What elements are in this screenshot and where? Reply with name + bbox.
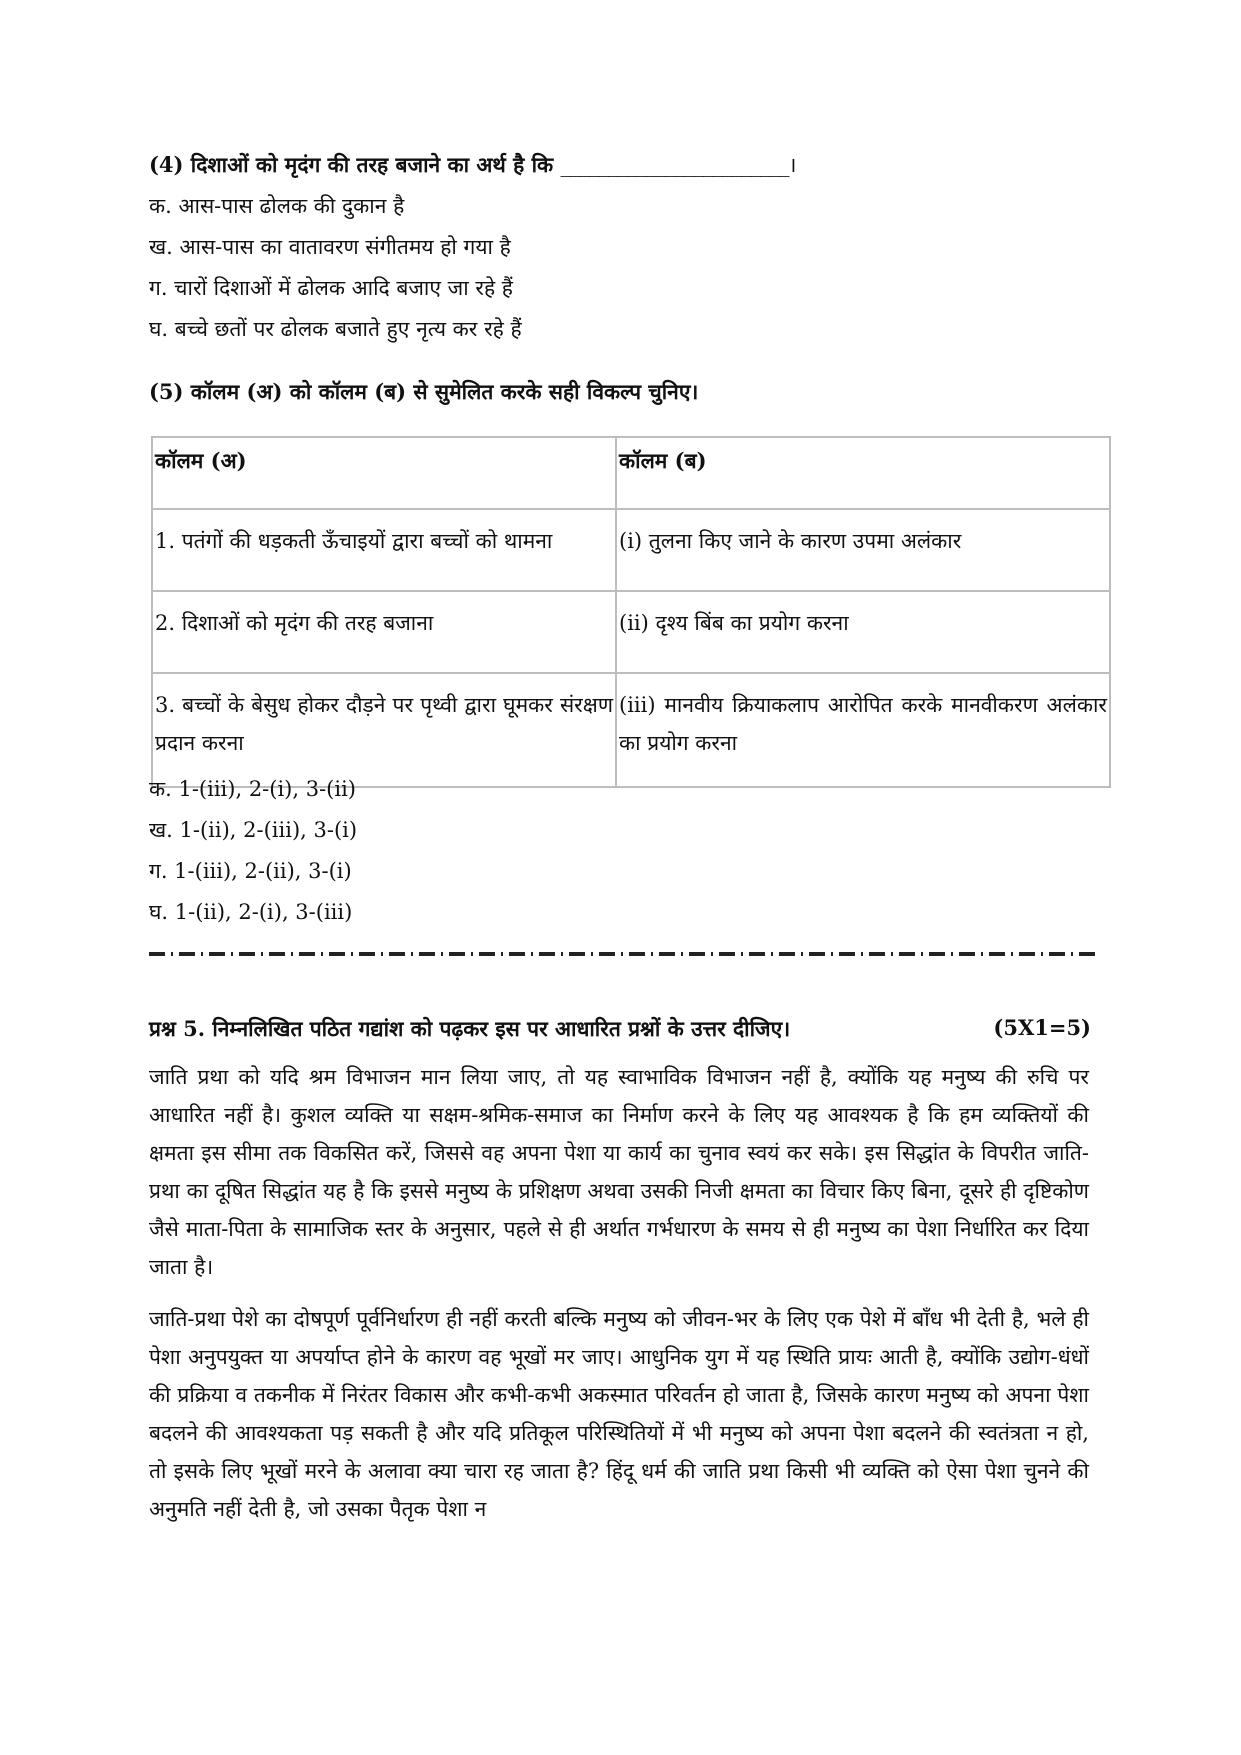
column-a-cell: 2. दिशाओं को मृदंग की तरह बजाना [152, 591, 616, 673]
section5-marks: (5X1=5) [993, 1015, 1091, 1040]
q4-blank: ________________________। [560, 153, 796, 177]
q5-option-a: क. 1-(iii), 2-(i), 3-(ii) [149, 777, 357, 801]
match-table-header-row [152, 437, 1110, 509]
section-divider [149, 952, 1097, 956]
q5-question: (5) कॉलम (अ) को कॉलम (ब) से सुमेलित करके सही विकल्प चुनिए। [149, 379, 699, 404]
passage-paragraph-2: जाति-प्रथा पेशे का दोषपूर्ण पूर्वनिर्धारण ही नहीं करती बल्कि मनुष्य को जीवन-भर के लिए एक पेशे में बाँध भी देती है, भले ही पेशा अनुपयुक्त या अपर्याप्त होने के कारण वह भूखों मर जाए। आधुनिक युग में यह स्थिति प्रायः आती है, क्योंकि उद्योग-धंधों की प्रक्रिया व तकनीक में निरंतर विकास और कभी-कभी अकस्मात परिवर्तन हो जाता है, जिसके कारण मनुष्य को अपना पेशा बदलने की आवश्यकता पड़ सकती है और यदि प्रतिकूल परिस्थितियों में भी मनुष्य को अपना पेशा बदलने की स्वतंत्रता न हो, तो इसके लिए भूखों मरने के अलावा क्या चारा रह जाता है? हिंदू धर्म की जाति प्रथा किसी भी व्यक्ति को ऐसा पेशा चुनने की अनुमति नहीं देती है, जो उसका पैतृक पेशा न [149, 1307, 1089, 1521]
q4-question [149, 150, 795, 180]
column-b-cell: (ii) दृश्य बिंब का प्रयोग करना [616, 591, 1110, 673]
section5-heading-text: प्रश्न 5. निम्नलिखित पठित गद्यांश को पढ़कर इस पर आधारित प्रश्नों के उत्तर दीजिए। [149, 1016, 791, 1041]
table-row [152, 509, 1110, 591]
column-b-header: कॉलम (ब) [616, 437, 1110, 509]
match-table [151, 436, 1111, 788]
q4-option-a: क. आस-पास ढोलक की दुकान है [149, 194, 405, 218]
q4-option-d: घ. बच्चे छतों पर ढोलक बजाते हुए नृत्य कर रहे हैं [149, 317, 522, 341]
column-a-cell: 1. पतंगों की धड़कती ऊँचाइयों द्वारा बच्चों को थामना [152, 509, 616, 591]
table-row [152, 673, 1110, 787]
q5-option-c: ग. 1-(iii), 2-(ii), 3-(i) [149, 859, 352, 883]
q5-option-b: ख. 1-(ii), 2-(iii), 3-(i) [149, 818, 358, 842]
column-a-cell: 3. बच्चों के बेसुध होकर दौड़ने पर पृथ्वी द्वारा घूमकर संरक्षण प्रदान करना [152, 673, 616, 787]
q4-option-b: ख. आस-पास का वातावरण संगीतमय हो गया है [149, 235, 511, 259]
column-b-cell: (i) तुलना किए जाने के कारण उपमा अलंकार [616, 509, 1110, 591]
section5-heading [149, 1015, 1099, 1043]
q4-option-c: ग. चारों दिशाओं में ढोलक आदि बजाए जा रहे हैं [149, 276, 513, 300]
q5-option-d: घ. 1-(ii), 2-(i), 3-(iii) [149, 900, 353, 924]
table-row [152, 591, 1110, 673]
passage-paragraph-1: जाति प्रथा को यदि श्रम विभाजन मान लिया जाए, तो यह स्वाभाविक विभाजन नहीं है, क्योंकि यह मनुष्य की रुचि पर आधारित नहीं है। कुशल व्यक्ति या सक्षम-श्रमिक-समाज का निर्माण करने के लिए यह आवश्यक है कि हम व्यक्तियों की क्षमता इस सीमा तक विकसित करें, जिससे वह अपना पेशा या कार्य का चुनाव स्वयं कर सके। इस सिद्धांत के विपरीत जाति-प्रथा का दूषित सिद्धांत यह है कि इससे मनुष्य के प्रशिक्षण अथवा उसकी निजी क्षमता का विचार किए बिना, दूसरे ही दृष्टिकोण जैसे माता-पिता के सामाजिक स्तर के अनुसार, पहले से ही अर्थात गर्भधारण के समय से ही मनुष्य का पेशा निर्धारित कर दिया जाता है। [149, 1065, 1089, 1279]
q4-question-text: (4) दिशाओं को मृदंग की तरह बजाने का अर्थ है कि [149, 152, 554, 177]
column-b-cell: (iii) मानवीय क्रियाकलाप आरोपित करके मानवीकरण अलंकार का प्रयोग करना [616, 673, 1110, 787]
column-a-header: कॉलम (अ) [152, 437, 616, 509]
